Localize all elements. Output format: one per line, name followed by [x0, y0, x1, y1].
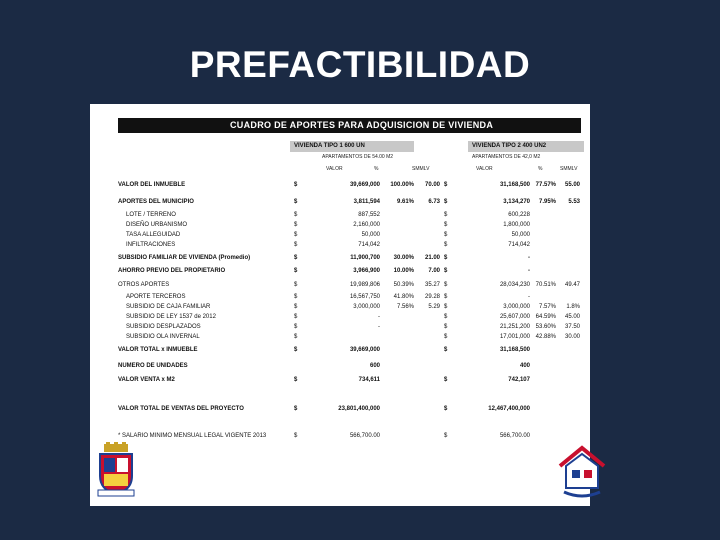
pct-type1: 41.80% [393, 294, 414, 300]
currency-symbol: $ [294, 182, 298, 188]
currency-symbol: $ [294, 334, 298, 340]
row-label: TASA ALLEGUIDAD [126, 232, 181, 238]
currency-symbol: $ [444, 182, 448, 188]
smmlv-type2: 37.50 [564, 324, 580, 330]
currency-symbol: $ [294, 242, 298, 248]
pct-type2: 7.57% [538, 304, 556, 310]
municipal-coat-of-arms-icon [96, 442, 136, 498]
value-type2: 28,034,230 [499, 282, 530, 288]
value-type2: 742,107 [508, 377, 530, 383]
currency-symbol: $ [444, 222, 448, 228]
table-row [118, 375, 581, 385]
value-type1: 600 [369, 363, 380, 369]
pct-type1: 100.00% [390, 182, 414, 188]
row-label: SUBSIDIO FAMILIAR DE VIVIENDA (Promedio) [118, 255, 251, 261]
table-row [118, 230, 581, 240]
currency-symbol: $ [294, 324, 298, 330]
table-row [118, 292, 581, 302]
value-type2: 400 [519, 363, 530, 369]
value-type1: 23,801,400,000 [338, 406, 380, 412]
row-label: NUMERO DE UNIDADES [118, 363, 188, 369]
row-label: APORTE TERCEROS [126, 294, 186, 300]
table-row [118, 361, 581, 371]
smmlv-type2: 49.47 [564, 282, 580, 288]
currency-symbol: $ [444, 294, 448, 300]
type2-header: VIVIENDA TIPO 2 400 UN2 [468, 141, 584, 152]
value-type2: 50,000 [511, 232, 530, 238]
row-label: APORTES DEL MUNICIPIO [118, 199, 194, 205]
table-row [118, 332, 581, 342]
value-type2: 31,168,500 [499, 347, 530, 353]
currency-symbol: $ [444, 314, 448, 320]
value-type1: 887,552 [358, 212, 380, 218]
smmlv-type1: 35.27 [424, 282, 440, 288]
value-type1: 3,000,000 [353, 304, 380, 310]
smmlv-type2: 30.00 [564, 334, 580, 340]
row-label: VALOR DEL INMUEBLE [118, 182, 186, 188]
currency-symbol: $ [444, 268, 448, 274]
value-type1: 11,900,700 [350, 255, 380, 261]
currency-symbol: $ [444, 282, 448, 288]
row-label: VALOR TOTAL x INMUEBLE [118, 347, 198, 353]
program-logo-icon [556, 442, 608, 502]
smmlv-type1: 5.29 [428, 304, 440, 310]
currency-symbol: $ [294, 232, 298, 238]
value-type1: 39,669,000 [349, 347, 380, 353]
pct-type2: 42.88% [535, 334, 556, 340]
table-row [118, 210, 581, 220]
currency-symbol: $ [444, 433, 448, 439]
row-label: VALOR VENTA x M2 [118, 377, 175, 383]
smmlv-type2: 55.00 [564, 182, 580, 188]
table-row [118, 302, 581, 312]
smmlv-type1: 7.00 [428, 268, 440, 274]
col-pct-1: % [374, 166, 379, 172]
col-smmlv-2: SMMLV [560, 166, 578, 172]
pct-type1: 10.00% [393, 268, 414, 274]
table-row [118, 180, 581, 190]
currency-symbol: $ [294, 294, 298, 300]
currency-symbol: $ [294, 433, 298, 439]
value-type1: 19,989,806 [349, 282, 380, 288]
table-banner: CUADRO DE APORTES PARA ADQUISICION DE VIVIENDA [118, 118, 581, 133]
currency-symbol: $ [294, 377, 298, 383]
table-row [118, 404, 581, 414]
value-type1: 50,000 [361, 232, 380, 238]
table-row [118, 322, 581, 332]
value-type2: 31,168,500 [499, 182, 530, 188]
currency-symbol: $ [444, 304, 448, 310]
value-type1: 734,611 [358, 377, 380, 383]
currency-symbol: $ [294, 314, 298, 320]
table-row [118, 312, 581, 322]
smmlv-type1: 70.00 [424, 182, 440, 188]
table-row [118, 280, 581, 290]
col-smmlv-1: SMMLV [412, 166, 430, 172]
row-label: DISEÑO URBANISMO [126, 222, 188, 228]
row-label: AHORRO PREVIO DEL PROPIETARIO [118, 268, 226, 274]
value-type1: 16,567,750 [349, 294, 380, 300]
pct-type2: 77.57% [535, 182, 556, 188]
currency-symbol: $ [294, 406, 298, 412]
pct-type2: 70.51% [535, 282, 556, 288]
currency-symbol: $ [444, 334, 448, 340]
value-type1: 2,160,000 [353, 222, 380, 228]
currency-symbol: $ [294, 282, 298, 288]
table-row [118, 266, 581, 276]
smmlv-type2: 45.00 [564, 314, 580, 320]
smmlv-type1: 29.28 [424, 294, 440, 300]
currency-symbol: $ [444, 242, 448, 248]
row-label: SUBSIDIO DE CAJA FAMILIAR [126, 304, 211, 310]
value-type2: - [528, 255, 530, 261]
row-label: INFILTRACIONES [126, 242, 176, 248]
currency-symbol: $ [294, 255, 298, 261]
smmlv-type1: 21.00 [424, 255, 440, 261]
currency-symbol: $ [444, 232, 448, 238]
row-label: VALOR TOTAL DE VENTAS DEL PROYECTO [118, 406, 244, 412]
value-type2: 3,134,270 [503, 199, 530, 205]
pct-type2: 7.95% [538, 199, 556, 205]
smmlv-type2: 1.8% [566, 304, 580, 310]
currency-symbol: $ [444, 406, 448, 412]
value-type2: 600,228 [508, 212, 530, 218]
value-type2: 1,800,000 [503, 222, 530, 228]
pct-type1: 50.39% [393, 282, 414, 288]
value-type2: 566,700.00 [499, 433, 530, 439]
table-row [118, 220, 581, 230]
value-type1: 3,811,594 [353, 199, 380, 205]
type1-subheader: APARTAMENTOS DE 54.00 M2 [322, 154, 394, 160]
currency-symbol: $ [444, 255, 448, 261]
value-type2: 21,251,200 [499, 324, 530, 330]
row-label: * SALARIO MINIMO MENSUAL LEGAL VIGENTE 2013 [118, 433, 267, 439]
value-type2: 17,001,000 [499, 334, 530, 340]
smmlv-type1: 6.73 [428, 199, 440, 205]
currency-symbol: $ [294, 347, 298, 353]
col-pct-2: % [538, 166, 543, 172]
type2-subheader: APARTAMENTOS DE 42,0 M2 [472, 154, 541, 160]
value-type1: 39,669,000 [349, 182, 380, 188]
table-sheet [90, 104, 590, 506]
col-valor-2: VALOR [476, 166, 493, 172]
smmlv-type2: 5.53 [568, 199, 580, 205]
row-label: OTROS APORTES [118, 282, 170, 288]
currency-symbol: $ [294, 304, 298, 310]
row-label: SUBSIDIO DESPLAZADOS [126, 324, 201, 330]
table-row [118, 197, 581, 207]
currency-symbol: $ [294, 268, 298, 274]
currency-symbol: $ [444, 377, 448, 383]
pct-type2: 53.60% [535, 324, 556, 330]
value-type2: 25,607,000 [499, 314, 530, 320]
col-valor-1: VALOR [326, 166, 343, 172]
value-type2: 3,000,000 [503, 304, 530, 310]
value-type1: 714,042 [358, 242, 380, 248]
value-type2: - [528, 294, 530, 300]
value-type1: 3,966,900 [353, 268, 380, 274]
value-type1: - [378, 314, 380, 320]
row-label: SUBSIDIO DE LEY 1537 de 2012 [126, 314, 216, 320]
table-row [118, 431, 581, 441]
currency-symbol: $ [444, 199, 448, 205]
value-type2: 714,042 [508, 242, 530, 248]
currency-symbol: $ [294, 212, 298, 218]
table-row [118, 345, 581, 355]
currency-symbol: $ [294, 199, 298, 205]
value-type2: - [528, 268, 530, 274]
pct-type1: 9.61% [396, 199, 414, 205]
row-label: SUBSIDIO OLA INVERNAL [126, 334, 200, 340]
currency-symbol: $ [444, 324, 448, 330]
type1-header: VIVIENDA TIPO 1 600 UN [290, 141, 414, 152]
pct-type1: 30.00% [393, 255, 414, 261]
pct-type1: 7.56% [396, 304, 414, 310]
table-row [118, 253, 581, 263]
currency-symbol: $ [444, 347, 448, 353]
table-row [118, 240, 581, 250]
currency-symbol: $ [444, 212, 448, 218]
value-type2: 12,467,400,000 [488, 406, 530, 412]
value-type1: 566,700.00 [349, 433, 380, 439]
value-type1: - [378, 324, 380, 330]
pct-type2: 64.59% [535, 314, 556, 320]
slide-title: PREFACTIBILIDAD [189, 44, 531, 85]
currency-symbol: $ [294, 222, 298, 228]
row-label: LOTE / TERRENO [126, 212, 176, 218]
